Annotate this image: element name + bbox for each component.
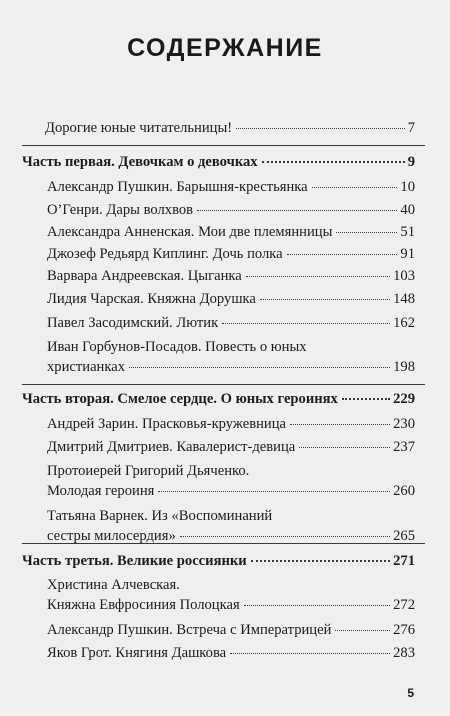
entry-title: Дорогие юные читательницы! bbox=[45, 120, 233, 136]
entry-page: 148 bbox=[393, 291, 415, 307]
toc-entry bbox=[47, 437, 415, 457]
entry-page: 230 bbox=[393, 416, 415, 432]
toc-entry bbox=[47, 313, 415, 333]
toc-part-3 bbox=[22, 551, 415, 571]
entry-page: 265 bbox=[393, 528, 415, 544]
toc-part-2 bbox=[22, 389, 415, 409]
part-page: 271 bbox=[393, 553, 415, 569]
entry-title: Яков Грот. Княгиня Дашкова bbox=[47, 645, 227, 661]
part-title: Часть вторая. Смелое сердце. О юных героинях bbox=[22, 391, 338, 407]
leader-dots bbox=[222, 323, 390, 324]
entry-page: 198 bbox=[393, 359, 415, 375]
leader-dots bbox=[180, 536, 390, 537]
toc-part-1 bbox=[22, 152, 415, 172]
entry-page: 260 bbox=[393, 483, 415, 499]
leader-dots bbox=[244, 605, 390, 606]
entry-title: Павел Засодимский. Лютик bbox=[47, 315, 219, 331]
toc-entry bbox=[47, 222, 415, 242]
section-divider bbox=[22, 384, 425, 385]
entry-page: 103 bbox=[393, 268, 415, 284]
entry-page: 162 bbox=[393, 315, 415, 331]
entry-page: 272 bbox=[393, 597, 415, 613]
leader-dots bbox=[342, 398, 390, 400]
entry-title-line: Протоиерей Григорий Дьяченко. bbox=[47, 463, 250, 479]
entry-title-line: христианках bbox=[47, 359, 125, 375]
leader-dots bbox=[236, 128, 405, 129]
leader-dots bbox=[260, 299, 390, 300]
toc-entry bbox=[47, 177, 415, 197]
toc-entry bbox=[47, 289, 415, 309]
entry-page: 237 bbox=[393, 439, 415, 455]
toc-entry bbox=[47, 244, 415, 264]
entry-title: Александр Пушкин. Барышня-крестьянка bbox=[47, 179, 308, 195]
leader-dots bbox=[158, 491, 390, 492]
leader-dots bbox=[299, 447, 390, 448]
entry-title: Варвара Андреевская. Цыганка bbox=[47, 268, 242, 284]
part-title: Часть первая. Девочкам о девочках bbox=[22, 154, 258, 170]
entry-title-line: Иван Горбунов-Посадов. Повесть о юных bbox=[47, 339, 307, 355]
leader-dots bbox=[197, 210, 397, 211]
entry-title: Дмитрий Дмитриев. Кавалерист-девица bbox=[47, 439, 296, 455]
entry-title: О’Генри. Дары волхвов bbox=[47, 202, 194, 218]
entry-page: 40 bbox=[400, 202, 415, 218]
leader-dots bbox=[336, 232, 397, 233]
leader-dots bbox=[129, 367, 390, 368]
entry-page: 91 bbox=[400, 246, 415, 262]
leader-dots bbox=[246, 276, 390, 277]
entry-page: 51 bbox=[400, 224, 415, 240]
leader-dots bbox=[290, 424, 390, 425]
toc-entry bbox=[47, 506, 415, 546]
page-title: СОДЕРЖАНИЕ bbox=[127, 34, 323, 62]
toc-entry bbox=[47, 337, 415, 377]
section-divider bbox=[22, 145, 425, 146]
entry-title: Андрей Зарин. Прасковья-кружевница bbox=[47, 416, 287, 432]
entry-title: Александр Пушкин. Встреча с Императрицей bbox=[47, 622, 332, 638]
toc-entry bbox=[47, 200, 415, 220]
leader-dots bbox=[335, 630, 390, 631]
entry-title: Александра Анненская. Мои две племянницы bbox=[47, 224, 333, 240]
entry-title-line: Молодая героиня bbox=[47, 483, 155, 499]
entry-page: 283 bbox=[393, 645, 415, 661]
leader-dots bbox=[230, 653, 390, 654]
leader-dots bbox=[287, 254, 398, 255]
toc-entry bbox=[47, 575, 415, 615]
entry-title: Лидия Чарская. Княжна Дорушка bbox=[47, 291, 256, 307]
leader-dots bbox=[251, 560, 390, 562]
entry-page: 276 bbox=[393, 622, 415, 638]
part-page: 229 bbox=[393, 391, 415, 407]
part-page: 9 bbox=[407, 154, 415, 170]
entry-title-line: Княжна Евфросиния Полоцкая bbox=[47, 597, 240, 613]
leader-dots bbox=[262, 161, 405, 163]
leader-dots bbox=[312, 187, 398, 188]
toc-entry-intro bbox=[45, 118, 415, 138]
entry-page: 10 bbox=[400, 179, 415, 195]
entry-title-line: Христина Алчевская. bbox=[47, 577, 180, 593]
entry-title: Джозеф Редьярд Киплинг. Дочь полка bbox=[47, 246, 283, 262]
toc-entry bbox=[47, 643, 415, 663]
page-number: 5 bbox=[407, 686, 414, 700]
entry-title-line: Татьяна Варнек. Из «Воспоминаний bbox=[47, 508, 273, 524]
toc-entry bbox=[47, 461, 415, 501]
section-divider bbox=[22, 543, 425, 544]
toc-entry bbox=[47, 620, 415, 640]
part-title: Часть третья. Великие россиянки bbox=[22, 553, 247, 569]
entry-title-line: сестры милосердия» bbox=[47, 528, 176, 544]
entry-page: 7 bbox=[407, 120, 415, 136]
toc-entry bbox=[47, 414, 415, 434]
toc-entry bbox=[47, 266, 415, 286]
